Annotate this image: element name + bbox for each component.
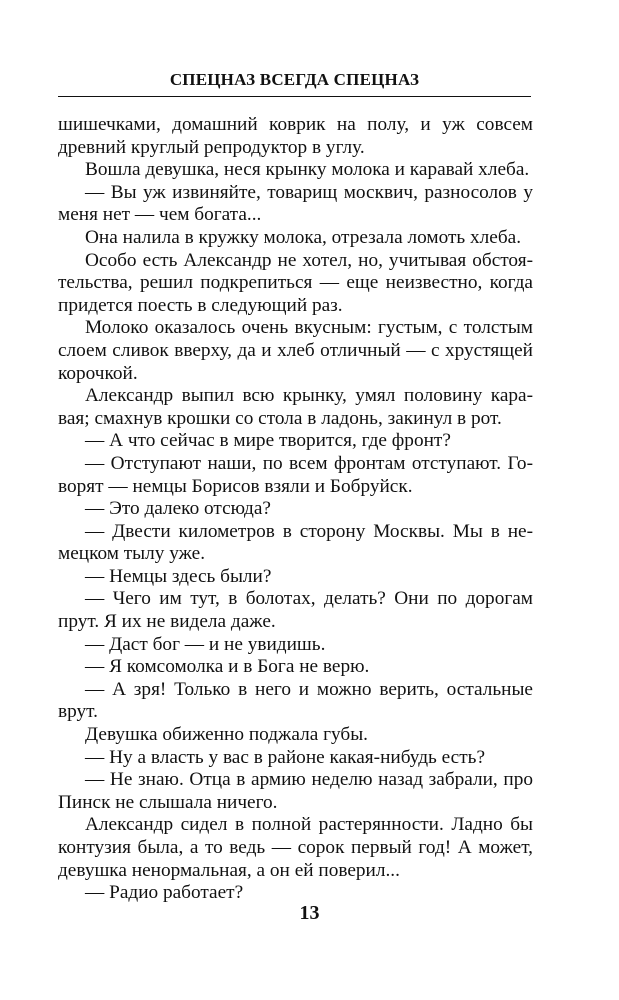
text-line: — Радио работает? [85, 882, 244, 904]
text-line: тельства, решил подкрепиться — еще неизвестно, когда [58, 272, 533, 294]
text-line: Александр сидел в полной растерянности. Ладно бы [85, 814, 533, 836]
text-line: — Немцы здесь были? [85, 565, 272, 587]
text-line: — Двести километров в сторону Москвы. Мы в не- [85, 520, 533, 542]
text-line: — Это далеко отсюда? [85, 498, 271, 520]
text-line: — Вы уж извиняйте, товарищ москвич, разносолов у [85, 181, 533, 203]
text-line: — А зря! Только в него и можно верить, остальные [85, 678, 533, 700]
text-line: древний круглый репродуктор в углу. [58, 136, 365, 158]
text-line: Александр выпил всю крынку, умял половину кара- [85, 385, 533, 407]
text-line: придется поесть в следующий раз. [58, 294, 343, 316]
text-line: ворят — немцы Борисов взяли и Бобруйск. [58, 475, 413, 497]
text-line: вая; смахнув крошки со стола в ладонь, закинул в рот. [58, 407, 502, 429]
text-line: прут. Я их не видела даже. [58, 611, 276, 633]
body-text [58, 114, 533, 905]
text-line: мецком тылу уже. [58, 543, 206, 565]
text-line: Девушка обиженно поджала губы. [85, 724, 368, 746]
text-line: Особо есть Александр не хотел, но, учитывая обстоя- [85, 249, 533, 271]
text-line: — Не знаю. Отца в армию неделю назад забрали, про [85, 769, 533, 791]
text-line: контузия была, а то ведь — сорок первый год! А может, [58, 837, 533, 858]
text-line: — Ну а власть у вас в районе какая-нибудь есть? [85, 746, 486, 768]
text-line: корочкой. [58, 362, 138, 384]
text-line: — А что сейчас в мире творится, где фронт? [85, 430, 451, 452]
header-rule [58, 96, 531, 97]
text-line: меня нет — чем богата... [58, 204, 262, 226]
text-line: — Отступают наши, по всем фронтам отступают. Го- [85, 452, 533, 474]
text-line: слоем сливок вверху, да и хлеб отличный — с хрустящей [58, 339, 533, 361]
text-line: Пинск не слышала ничего. [58, 791, 278, 813]
text-line: Молоко оказалось очень вкусным: густым, с толстым [85, 317, 533, 339]
text-line: шишечками, домашний коврик на полу, и уж совсем [58, 114, 533, 135]
text-line: Вошла девушка, неся крынку молока и каравай хлеба. [85, 159, 530, 181]
text-line: — Чего им тут, в болотах, делать? Они по дорогам [85, 588, 533, 610]
text-line: — Даст бог — и не увидишь. [85, 633, 326, 655]
text-line: Она налила в кружку молока, отрезала ломоть хлеба. [85, 226, 522, 248]
page-number: 13 [299, 902, 320, 924]
text-line: девушка ненормальная, а он ей поверил... [58, 859, 400, 881]
text-line: врут. [58, 701, 98, 723]
running-title: СПЕЦНАЗ ВСЕГДА СПЕЦНАЗ [169, 70, 420, 89]
text-line: — Я комсомолка и в Бога не верю. [85, 656, 370, 678]
